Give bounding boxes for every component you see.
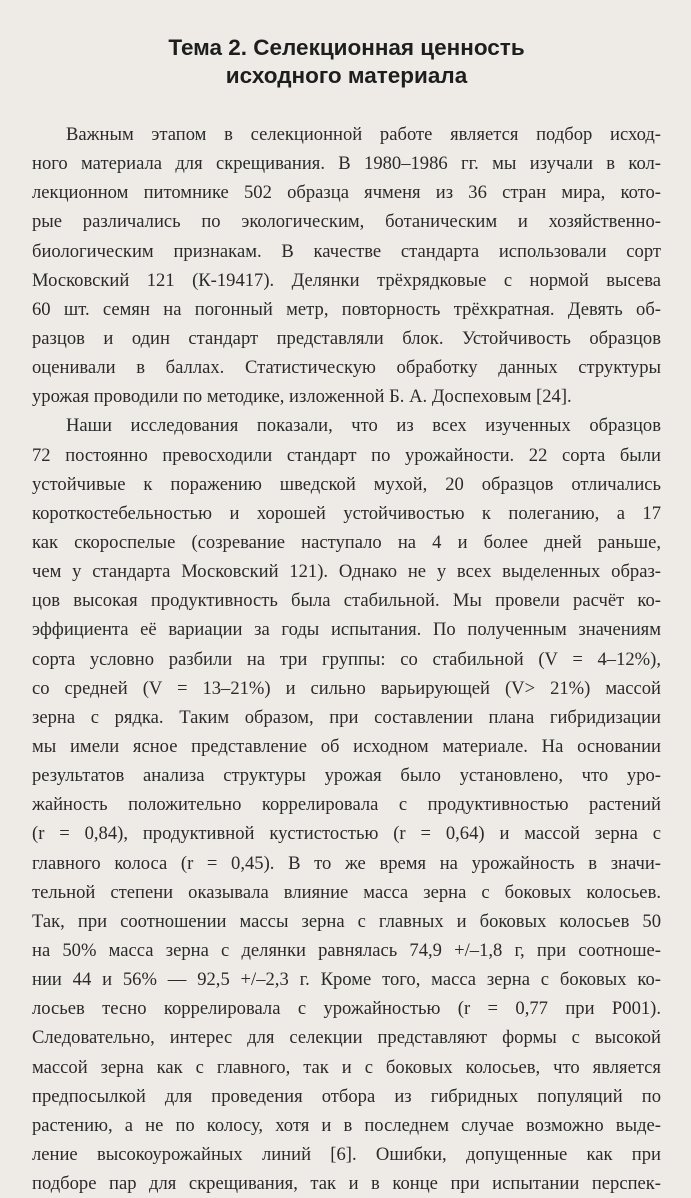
text-line: на 50% масса зерна с делянки равнялась 74,9 +/–1,8 г, при соотноше-: [32, 939, 661, 961]
title-line: исходного материала: [225, 63, 468, 88]
text-line: разцов и один стандарт представляли блок. Устойчивость образцов: [32, 327, 661, 349]
text-line: лекционном питомнике 502 образца ячменя из 36 стран мира, кото-: [32, 182, 661, 204]
text-line: подборе пар для скрещивания, так и в конце при испытании перспек-: [32, 1173, 661, 1195]
text-line: массой зерна как с главного, так и с боковых колосьев, что является: [32, 1056, 661, 1078]
text-line: лосьев тесно коррелировала с урожайностью (r = 0,77 при P001).: [32, 998, 661, 1020]
text-line: эффициента её вариации за годы испытания. По полученным значениям: [32, 619, 661, 641]
text-line: сорта условно разбили на три группы: со стабильной (V = 4–12%),: [32, 648, 661, 670]
text-line: 60 шт. семян на погонный метр, повторность трёхкратная. Девять об-: [32, 298, 661, 320]
paragraph-1: [32, 120, 661, 411]
text-line: урожая проводили по методике, изложенной Б. А. Доспеховым [24].: [32, 386, 572, 408]
text-line: жайность положительно коррелировала с продуктивностью растений: [32, 794, 661, 816]
text-line: зерна с рядка. Таким образом, при составлении плана гибридизации: [32, 706, 661, 728]
text-line: главного колоса (r = 0,45). В то же время на урожайность в значи-: [32, 852, 661, 874]
text-line: мы имели ясное представление об исходном материале. На основании: [32, 735, 661, 757]
text-line: биологическим признакам. В качестве стандарта использовали сорт: [32, 240, 661, 262]
text-line: (r = 0,84), продуктивной кустистостью (r = 0,64) и массой зерна с: [32, 823, 661, 845]
paragraph-2: [32, 411, 661, 1198]
text-line: оценивали в баллах. Статистическую обработку данных структуры: [32, 357, 661, 379]
text-line: тельной степени оказывала влияние масса зерна с боковых колосьев.: [32, 881, 661, 903]
text-line: Московский 121 (К-19417). Делянки трёхрядковые с нормой высева: [32, 269, 661, 291]
text-line: результатов анализа структуры урожая было установлено, что уро-: [32, 765, 661, 787]
text-line: рые различались по экологическим, ботаническим и хозяйственно-: [32, 211, 661, 233]
title-line: Тема 2. Селекционная ценность: [168, 35, 525, 60]
text-line: Так, при соотношении массы зерна с главных и боковых колосьев 50: [32, 910, 661, 932]
page-title: [32, 34, 661, 90]
text-line: короткостебельностью и хорошей устойчивостью к полеганию, а 17: [32, 502, 661, 524]
text-line: со средней (V = 13–21%) и сильно варьирующей (V> 21%) массой: [32, 677, 661, 699]
text-line: Следовательно, интерес для селекции представляют формы с высокой: [32, 1027, 661, 1049]
text-line: предпосылкой для проведения отбора из гибридных популяций по: [32, 1085, 661, 1107]
text-line: чем у стандарта Московский 121). Однако не у всех выделенных образ-: [32, 561, 661, 583]
text-line: цов высокая продуктивность была стабильной. Мы провели расчёт ко-: [32, 590, 661, 612]
text-line: растению, а не по колосу, хотя и в последнем случае возможно выде-: [32, 1114, 661, 1136]
text-line: 72 постоянно превосходили стандарт по урожайности. 22 сорта были: [32, 444, 661, 466]
text-line: Наши исследования показали, что из всех изученных образцов: [66, 415, 661, 437]
text-line: устойчивые к поражению шведской мухой, 20 образцов отличались: [32, 473, 661, 495]
text-line: как скороспелые (созревание наступало на 4 и более дней раньше,: [32, 531, 661, 553]
text-line: ного материала для скрещивания. В 1980–1986 гг. мы изучали в кол-: [32, 153, 661, 175]
text-line: Важным этапом в селекционной работе является подбор исход-: [66, 124, 661, 145]
text-line: ление высокоурожайных линий [6]. Ошибки, допущенные как при: [32, 1143, 661, 1165]
text-line: нии 44 и 56% — 92,5 +/–2,3 г. Кроме того, масса зерна с боковых ко-: [32, 969, 661, 991]
